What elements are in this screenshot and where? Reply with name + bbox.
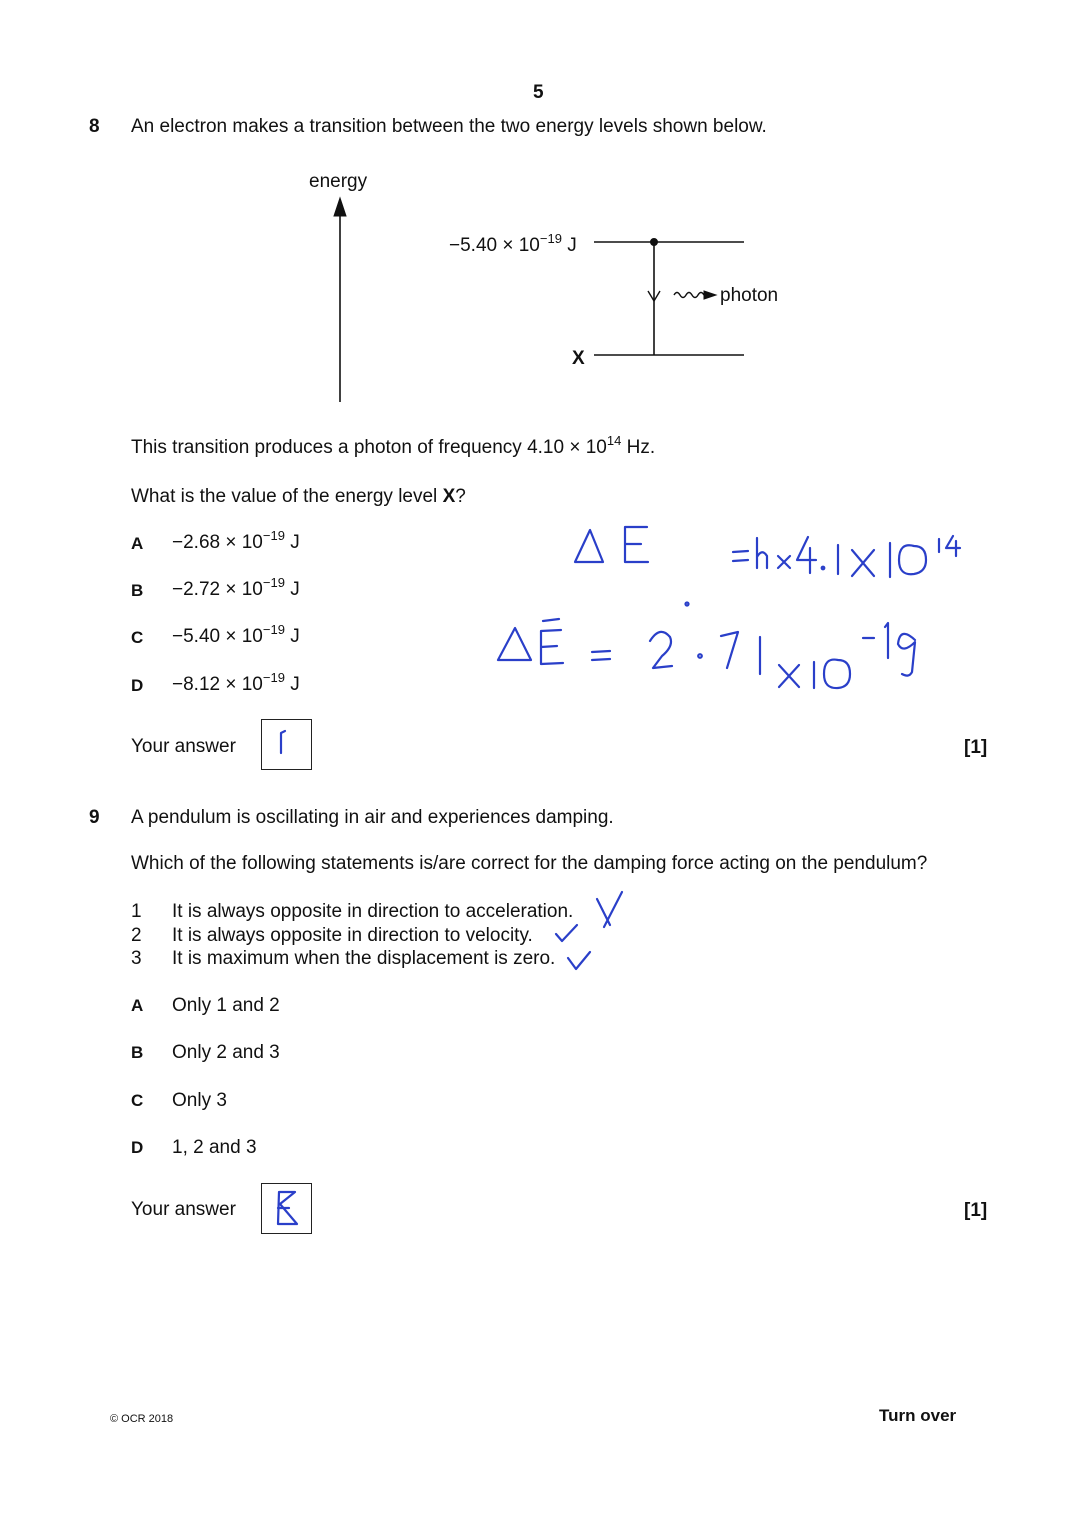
q8-option-a-text: $-2.68 \times 10^{-19}$ J [172,528,300,553]
q9-handwritten-answer-mark [262,1184,311,1233]
q9-option-a-letter: A [131,996,144,1015]
q9-statement-1-number: 1 [131,901,142,922]
photon-label: photon [720,285,779,306]
q9-marks: [1] [964,1200,988,1221]
q8-answer-label: Your answer [131,736,236,757]
page-number: 5 [533,82,544,103]
tick-mark-icon [568,952,590,969]
tick-mark-icon [556,925,577,941]
q9-answer-label: Your answer [131,1199,236,1220]
q9-option-d-text: 1, 2 and 3 [172,1137,257,1158]
footer-turn-over: Turn over [879,1406,957,1425]
q9-option-b-letter: B [131,1043,144,1062]
q8-option-c-text: $-5.40 \times 10^{-19}$ J [172,622,300,647]
q9-statement-1-text: It is always opposite in direction to acceleration. [172,901,574,922]
q8-option-d-letter: D [131,676,144,695]
q8-question: What is the value of the energy level X? [131,486,466,507]
q8-marks: [1] [964,737,988,758]
q8-option-b-text: $-2.72 \times 10^{-19}$ J [172,575,300,600]
q9-option-c-text: Only 3 [172,1090,227,1111]
q9-option-d-letter: D [131,1138,144,1157]
footer-copyright: © OCR 2018 [110,1413,174,1425]
q9-option-a-text: Only 1 and 2 [172,995,280,1016]
q8-option-c-letter: C [131,628,144,647]
upper-level-label: $-5.40 \times 10^{-19}$ J [449,231,577,256]
q9-option-b-text: Only 2 and 3 [172,1042,280,1063]
q8-option-d-text: $-8.12 \times 10^{-19}$ J [172,670,300,695]
q8-stem: An electron makes a transition between the two energy levels shown below. [131,116,767,137]
q9-statement-3-number: 3 [131,948,142,969]
energy-axis-label: energy [309,171,368,192]
q8-option-b-letter: B [131,581,144,600]
q9-question: Which of the following statements is/are correct for the damping force acting on the pendulum? [131,853,928,874]
q9-statement-2-text: It is always opposite in direction to velocity. [172,925,533,946]
cross-mark-icon [597,892,622,927]
q8-option-a-letter: A [131,534,144,553]
q8-frequency-text: This transition produces a photon of frequency $4.10 \times 10^{14}$ Hz. [131,433,656,458]
q9-statement-3-text: It is maximum when the displacement is zero. [172,948,556,969]
q9-answer-box[interactable] [261,1183,312,1234]
lower-level-label-x: X [572,348,585,369]
q9-number: 9 [89,807,100,828]
q9-stem: A pendulum is oscillating in air and experiences damping. [131,807,614,828]
q8-number: 8 [89,116,100,137]
q9-option-c-letter: C [131,1091,144,1110]
q9-statement-2-number: 2 [131,925,142,946]
